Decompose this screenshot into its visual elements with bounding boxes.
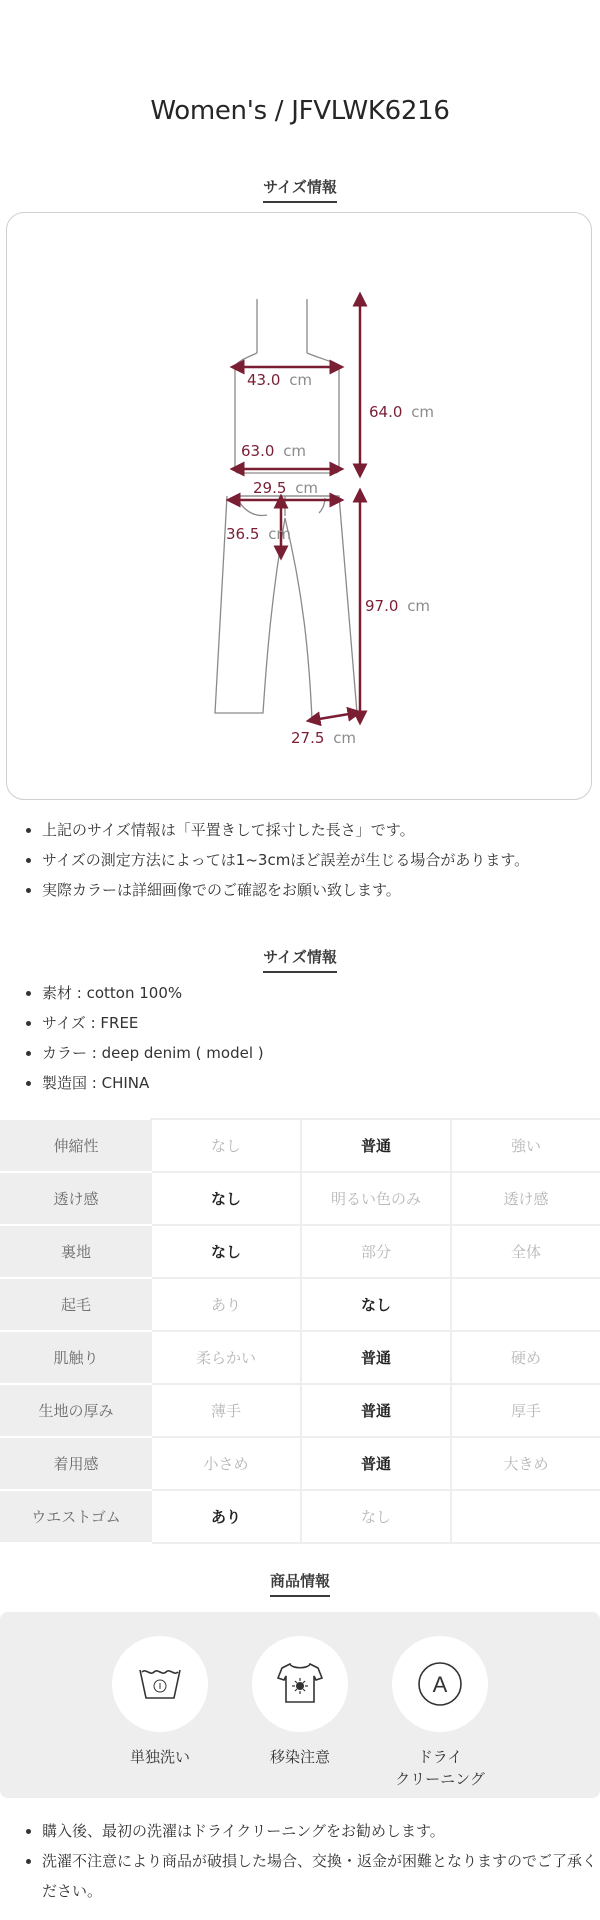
attribute-label: 起毛 — [1, 1278, 151, 1331]
attribute-label: 透け感 — [1, 1172, 151, 1225]
attribute-option: なし — [151, 1119, 301, 1172]
attribute-option: 硬め — [451, 1331, 600, 1384]
top-hem-measure: 63.0 cm — [241, 442, 307, 460]
attribute-option: 透け感 — [451, 1172, 600, 1225]
attribute-label: 伸縮性 — [1, 1119, 151, 1172]
attribute-option: 大きめ — [451, 1437, 600, 1490]
size-notes-list — [22, 815, 600, 905]
attribute-label: 生地の厚み — [1, 1384, 151, 1437]
attribute-option: 薄手 — [151, 1384, 301, 1437]
list-item: • 上記のサイズ情報は「平置きして採寸した長さ」です。 — [42, 815, 600, 845]
dry-clean-icon — [392, 1636, 488, 1732]
pants-waist-measure: 29.5 cm — [253, 479, 319, 497]
attribute-option: 普通 — [301, 1384, 451, 1437]
list-item: • 購入後、最初の洗濯はドライクリーニングをお勧めします。 — [42, 1816, 600, 1846]
attribute-option: 全体 — [451, 1225, 600, 1278]
attribute-option: 強い — [451, 1119, 600, 1172]
wash-basin-icon — [112, 1636, 208, 1732]
attribute-option — [451, 1278, 600, 1331]
attribute-option: あり — [151, 1278, 301, 1331]
spec-list — [22, 978, 600, 1098]
care-item-single-wash: 単独洗い — [90, 1636, 230, 1768]
attribute-label: ウエストゴム — [1, 1490, 151, 1543]
tshirt-stain-icon — [252, 1636, 348, 1732]
pants-length-measure: 97.0 cm — [365, 597, 431, 615]
attribute-label: 裏地 — [1, 1225, 151, 1278]
attribute-label: 肌触り — [1, 1331, 151, 1384]
list-item: • 実際カラーは詳細画像でのご確認をお願い致します。 — [42, 875, 600, 905]
attribute-option: 普通 — [301, 1331, 451, 1384]
table-row — [1, 1490, 600, 1543]
care-item-dry-cleaning: A ドライ クリーニング — [370, 1636, 510, 1790]
attribute-option: なし — [151, 1225, 301, 1278]
size-diagram — [7, 213, 593, 801]
table-row — [1, 1384, 600, 1437]
attribute-option: 明るい色のみ — [301, 1172, 451, 1225]
table-row — [1, 1172, 600, 1225]
attribute-option: なし — [301, 1490, 451, 1543]
list-item: • サイズ : FREE — [42, 1008, 600, 1038]
attribute-option: なし — [151, 1172, 301, 1225]
fabric-attribute-table — [0, 1118, 600, 1544]
top-chest-measure: 43.0 cm — [247, 371, 313, 389]
size-diagram-box — [6, 212, 592, 800]
list-item: • 素材 : cotton 100% — [42, 978, 600, 1008]
attribute-option: あり — [151, 1490, 301, 1543]
care-item-color-transfer: 移染注意 — [230, 1636, 370, 1768]
pants-hem-measure: 27.5 cm — [291, 729, 357, 747]
attribute-option: 柔らかい — [151, 1331, 301, 1384]
product-info-heading: 商品情報 — [0, 1570, 600, 1597]
list-item: • 製造国 : CHINA — [42, 1068, 600, 1098]
list-item: • 洗濯不注意により商品が破損した場合、交換・返金が困難となりますのでご了承ください。 — [42, 1846, 600, 1906]
attribute-option: 普通 — [301, 1437, 451, 1490]
attribute-option — [451, 1490, 600, 1543]
care-notes-list — [22, 1816, 600, 1906]
size-info-heading: サイズ情報 — [0, 176, 600, 203]
care-instructions-panel — [0, 1612, 600, 1798]
table-row — [1, 1119, 600, 1172]
top-length-measure: 64.0 cm — [369, 403, 435, 421]
table-row — [1, 1278, 600, 1331]
svg-text:A: A — [432, 1672, 448, 1697]
spec-heading: サイズ情報 — [0, 946, 600, 973]
list-item: • カラー : deep denim ( model ) — [42, 1038, 600, 1068]
attribute-option: 普通 — [301, 1119, 451, 1172]
attribute-option: なし — [301, 1278, 451, 1331]
attribute-option: 厚手 — [451, 1384, 600, 1437]
attribute-option: 部分 — [301, 1225, 451, 1278]
table-row — [1, 1331, 600, 1384]
table-row — [1, 1437, 600, 1490]
attribute-option: 小さめ — [151, 1437, 301, 1490]
page-title: Women's / JFVLWK6216 — [150, 96, 450, 126]
pants-rise-measure: 36.5 cm — [226, 525, 292, 543]
attribute-label: 着用感 — [1, 1437, 151, 1490]
list-item: • サイズの測定方法によっては1~3cmほど誤差が生じる場合があります。 — [42, 845, 600, 875]
table-row — [1, 1225, 600, 1278]
